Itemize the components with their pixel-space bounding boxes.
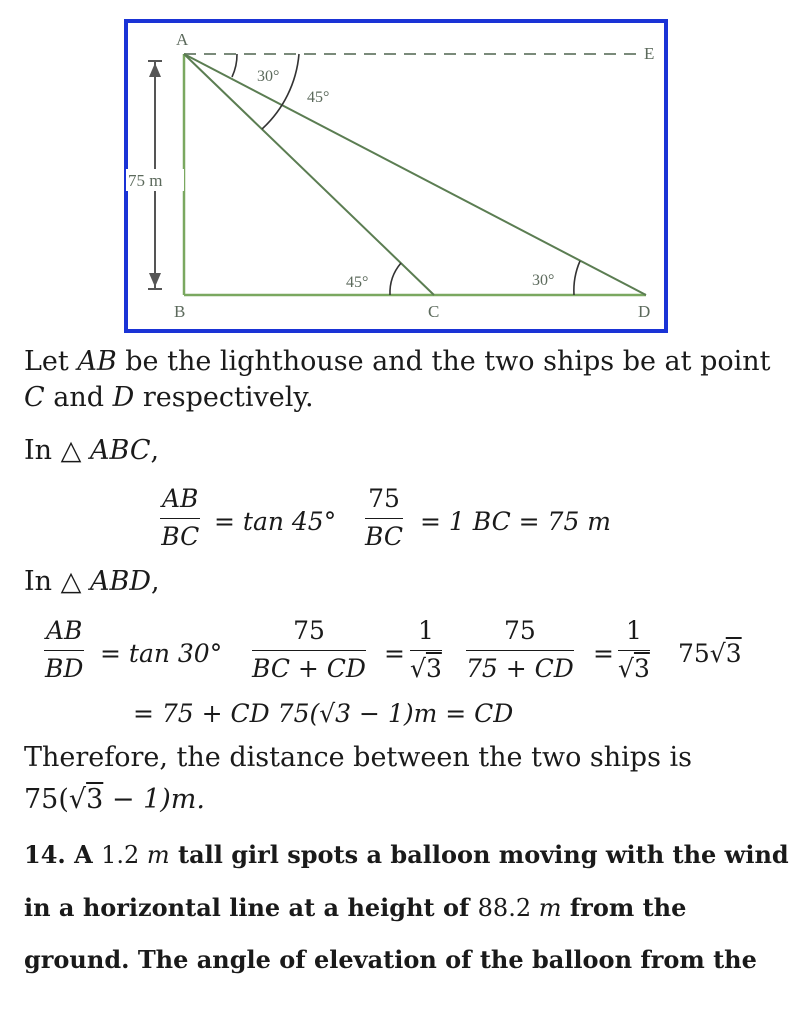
fraction-numerator: 75 <box>368 484 400 513</box>
fraction-denominator: 75 + CD <box>466 650 574 683</box>
tail-coefficient: 75√ <box>678 639 726 668</box>
fraction-1-root3-b <box>618 616 650 683</box>
fraction-numerator: 75 <box>504 616 536 645</box>
fraction-denominator: BC + CD <box>252 650 366 683</box>
fraction-denominator <box>410 650 442 683</box>
question-number: 88.2 <box>477 894 539 922</box>
radicand: 3 <box>725 639 742 668</box>
fraction-ab-bd <box>44 616 84 683</box>
fraction-numerator: 1 <box>417 616 434 645</box>
intro-line-1 <box>24 344 771 380</box>
eq1-tan45: = tan 45° <box>214 507 337 536</box>
angle-label-top-small: 30° <box>257 68 280 85</box>
label-b: B <box>174 302 186 321</box>
fraction-1-root3-a <box>410 616 442 683</box>
eq3-line: = 75 + CD 75(√3 − 1)m = CD <box>133 699 514 728</box>
intro-text: and <box>44 382 113 413</box>
sqrt-symbol: √ <box>410 654 426 683</box>
conclusion-text: − 1)m. <box>103 784 205 815</box>
eq1-result: = 1 BC = 75 m <box>420 507 612 536</box>
fraction-numerator: 1 <box>625 616 642 645</box>
angle-label-d: 30° <box>532 272 555 289</box>
radicand: 3 <box>86 784 104 815</box>
question-14-line-3: ground. The angle of elevation of the balloon from the <box>24 945 757 974</box>
triangle-prefix: In △ <box>24 566 90 597</box>
angle-label-top-large: 45° <box>307 89 330 106</box>
fraction-75-bc <box>365 484 403 551</box>
intro-text: respectively. <box>134 382 314 413</box>
height-label: 75 m <box>128 171 163 190</box>
question-number: 1.2 <box>101 841 147 869</box>
fraction-numerator: AB <box>46 616 83 645</box>
fraction-numerator: 75 <box>293 616 325 645</box>
label-e: E <box>644 44 655 63</box>
question-text: 14. A <box>24 840 102 869</box>
fraction-denominator: BC <box>365 518 403 551</box>
triangle-abc-heading <box>24 433 159 469</box>
fraction-denominator: BC <box>160 518 200 551</box>
unit-m: m <box>538 894 562 922</box>
conclusion-line-1: Therefore, the distance between the two ships is <box>24 742 692 773</box>
triangle-name: ABD <box>89 566 151 597</box>
fraction-ab-bc <box>160 484 200 551</box>
sqrt-symbol: √ <box>618 654 634 683</box>
figure-svg <box>124 19 668 333</box>
question-text: from the <box>561 893 687 922</box>
label-d: D <box>638 302 651 321</box>
intro-line-2 <box>24 380 314 416</box>
triangle-name: ABC <box>89 435 151 466</box>
triangle-suffix: , <box>150 566 160 597</box>
question-text: in a horizontal line at a height of <box>24 893 478 922</box>
angle-label-c: 45° <box>346 274 369 291</box>
question-14-line-1 <box>24 840 789 869</box>
var-c: C <box>24 382 45 413</box>
eq2-equals-a: = <box>384 639 405 668</box>
var-d: D <box>112 382 135 413</box>
fraction-75-75-cd <box>466 616 574 683</box>
radicand: 3 <box>633 654 650 683</box>
unit-m: m <box>146 841 170 869</box>
question-text: tall girl spots a balloon moving with the wind <box>169 840 789 869</box>
intro-text: Let <box>24 346 78 377</box>
radicand: 3 <box>425 654 442 683</box>
eq2-tan30: = tan 30° <box>100 639 223 668</box>
eq2-tail <box>678 639 742 668</box>
eq2-equals-b: = <box>593 639 614 668</box>
lighthouse-figure <box>124 19 668 333</box>
fraction-denominator <box>618 650 650 683</box>
fraction-75-bc-cd <box>252 616 366 683</box>
fraction-numerator: AB <box>162 484 199 513</box>
intro-text: be the lighthouse and the two ships be at point <box>116 346 771 377</box>
triangle-abd-heading <box>24 564 160 600</box>
figure-frame <box>126 21 666 331</box>
conclusion-line-2 <box>24 782 205 818</box>
fraction-denominator: BD <box>44 650 84 683</box>
var-ab: AB <box>77 346 117 377</box>
triangle-suffix: , <box>150 435 160 466</box>
question-14-line-2 <box>24 893 686 922</box>
triangle-prefix: In △ <box>24 435 90 466</box>
label-a: A <box>176 30 189 49</box>
label-c: C <box>428 302 440 321</box>
conclusion-text: 75(√ <box>24 784 87 815</box>
